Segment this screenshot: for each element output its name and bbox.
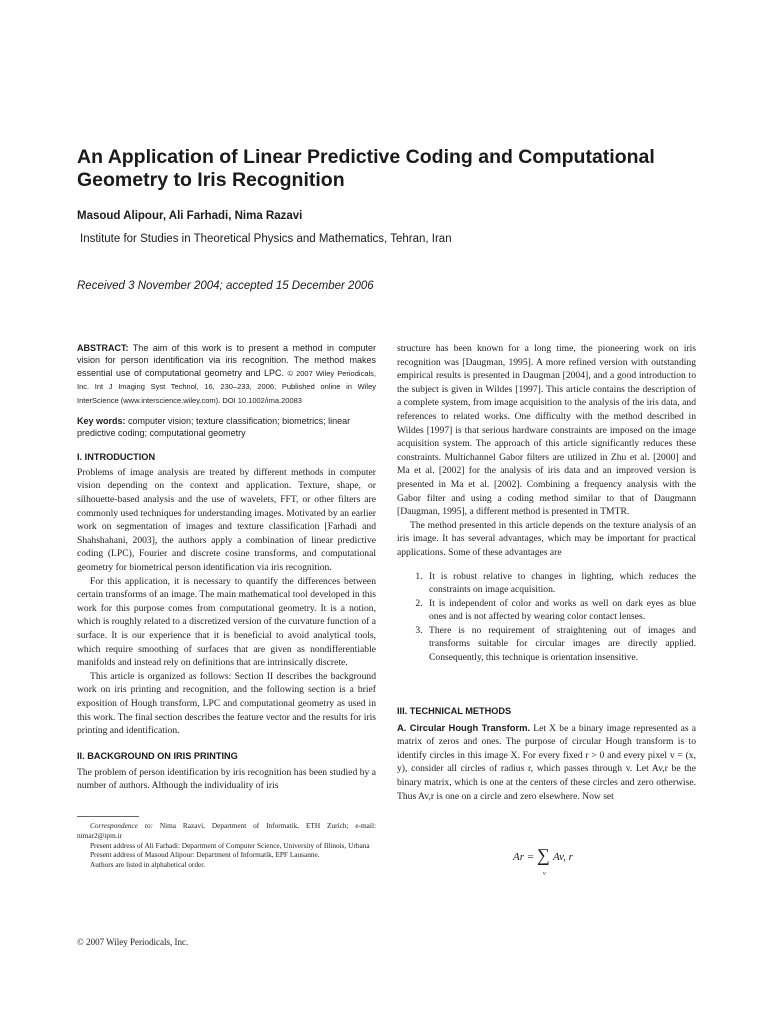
right-column [397,342,696,803]
keywords-label: Key words: [77,416,126,427]
footnotes [77,821,376,870]
left-column [77,342,376,793]
copyright-notice: © 2007 Wiley Periodicals, Inc. [77,937,189,947]
background-paragraph-3: The method presented in this article depends on the texture analysis of an iris image. It has several advantages, which may be important for practical applications. Some of these advantages are [397,519,696,558]
paper-title: An Application of Linear Predictive Coding and Computational Geometry to Iris Recognition [77,146,655,191]
background-paragraph-1: The problem of person identification by iris recognition has been studied by a number of authors. Although the individuality of iris [77,766,376,792]
equation-lhs: Ar = [513,851,535,863]
summation-index: v [543,871,546,877]
equation-rhs: Av, r [553,851,573,863]
hough-text: Let X be a binary image represented as a matrix of zeros and ones. The purpose of circular Hough transform is to identify circles in this image X. For every fixed r > 0 and every pixel v = (x, y), consider all circles of radius r, which passes through v. Let Av,r be the binary matrix, which is one at the centers of these circles and zero otherwise. Thus Av,r is one on a circle and zero elsewhere. Now set [397,722,697,802]
received-dates: Received 3 November 2004; accepted 15 December 2006 [77,280,374,292]
footnote-address-alipour: Present address of Masoud Alipour: Department of Informatik, EPF Lausanne. [90,850,320,860]
intro-paragraph-2: For this application, it is necessary to quantify the differences between certain transforms of an image. The main mathematical tool developed in this work for this purpose comes from computational geometry. It is a notion, which is roughly related to a discretized version of the curvature function of a surface. It is our experience that it is beneficial to avoid analytical tools, which require smoothing of surfaces that are given as nondifferentiable manifolds and instead rely on definitions that are intrinsically discrete. [77,575,376,669]
hough-paragraph [397,721,696,804]
abstract [77,342,376,407]
equation-hough-sum [513,843,583,883]
footnote-correspondence [77,821,376,841]
summation-symbol: ∑ [537,845,550,865]
abstract-publication-info: © 2007 Wiley Periodicals, Inc. Int J Imaging Syst Technol, 16, 230–233, 2006; Published online in Wiley InterScience (www.interscience.wiley.com). DOI 10.1002/ima.20083 [77,368,376,405]
intro-paragraph-1: Problems of image analysis are treated by different methods in computer vision depending on the context and application. Texture, shape, or silhouette-based analysis and the use of wavelets, FFT, or other filters are commonly used techniques for understanding images. Motivated by an earlier work on segmentation of images and texture classification [Farhadi and Shahshahani, 2003], the authors apply a combination of linear predictive coding (LPC), Fourier and discrete cosine transforms, and computational geometry for biometrical person identification via iris recognition. [77,466,376,573]
list-item: 2. It is independent of color and works as well on dark eyes as blue ones and is not affected by wearing color contact lenses. [425,597,696,624]
author-list: Masoud Alipour, Ali Farhadi, Nima Razavi [77,210,303,222]
section-heading-background: II. BACKGROUND ON IRIS PRINTING [77,750,238,761]
footnote-address-farhadi: Present address of Ali Farhadi: Department of Computer Science, University of Illinois, Urbana [90,840,370,850]
background-paragraph-2: structure has been known for a long time, the pioneering work on iris recognition was [Daugman, 1995]. A more refined version with outstanding empirical results is presented in Daugman [2004], and a good introduction to the subject is given in Wildes [1997]. This article contains the description of a complete system, from image acquisition to the analysis of the iris data, and references to related works. One difficulty with the method described in Wildes [1997] is that serious hardware constraints are imposed on the image acquisition system. The approach of this article significantly reduces these constraints. Multichannel Gabor filters are utilized in Zhu et al. [2000] and Ma et al. [2002] for the analysis of iris data and an improved version is presented in Ma et al. [2002]. Combining a frequency analysis with the Gabor filter and using a coding method similar to that of Daugmann [Daugman, 1995], a different method is presented in TMTR. [397,343,696,518]
abstract-label: ABSTRACT: [77,343,129,353]
advantages-list [397,570,696,665]
list-item: 3. There is no requirement of straightening out of images and transforms suitable for circular images are directly applied. Consequently, this technique is orientation insensitive. [425,624,696,665]
list-item: 1. It is robust relative to changes in lighting, which reduces the constraints on image acquisition. [425,570,696,597]
section-heading-technical-methods: III. TECHNICAL METHODS [397,705,512,716]
footnote-correspondence-text: Nima Razavi, Department of Informatik, ETH Zurich; e-mail: nimar2@ipm.ir [77,821,377,840]
affiliation: Institute for Studies in Theoretical Physics and Mathematics, Tehran, Iran [80,233,452,245]
keywords [77,415,376,440]
footnote-correspondence-label: Correspondence to: [90,821,153,830]
subsection-heading-hough: A. Circular Hough Transform. [397,721,531,733]
section-heading-introduction: I. INTRODUCTION [77,451,156,462]
footnote-divider [77,816,139,817]
keywords-text: computer vision; texture classification; biometrics; linear predictive coding; computational geometry [77,416,351,439]
abstract-text: The aim of this work is to present a method in computer vision for person identification via iris recognition. The method makes essential use of computational geometry and LPC. [77,343,376,378]
intro-paragraph-3: This article is organized as follows: Section II describes the background work on iris printing and recognition, and the following section is a brief exposition of Hough transform, LPC and computational geometry as used in this work. The final section describes the feature vector and the results for iris printing and identification. [77,670,376,737]
footnote-author-order: Authors are listed in alphabetical order. [90,860,206,870]
